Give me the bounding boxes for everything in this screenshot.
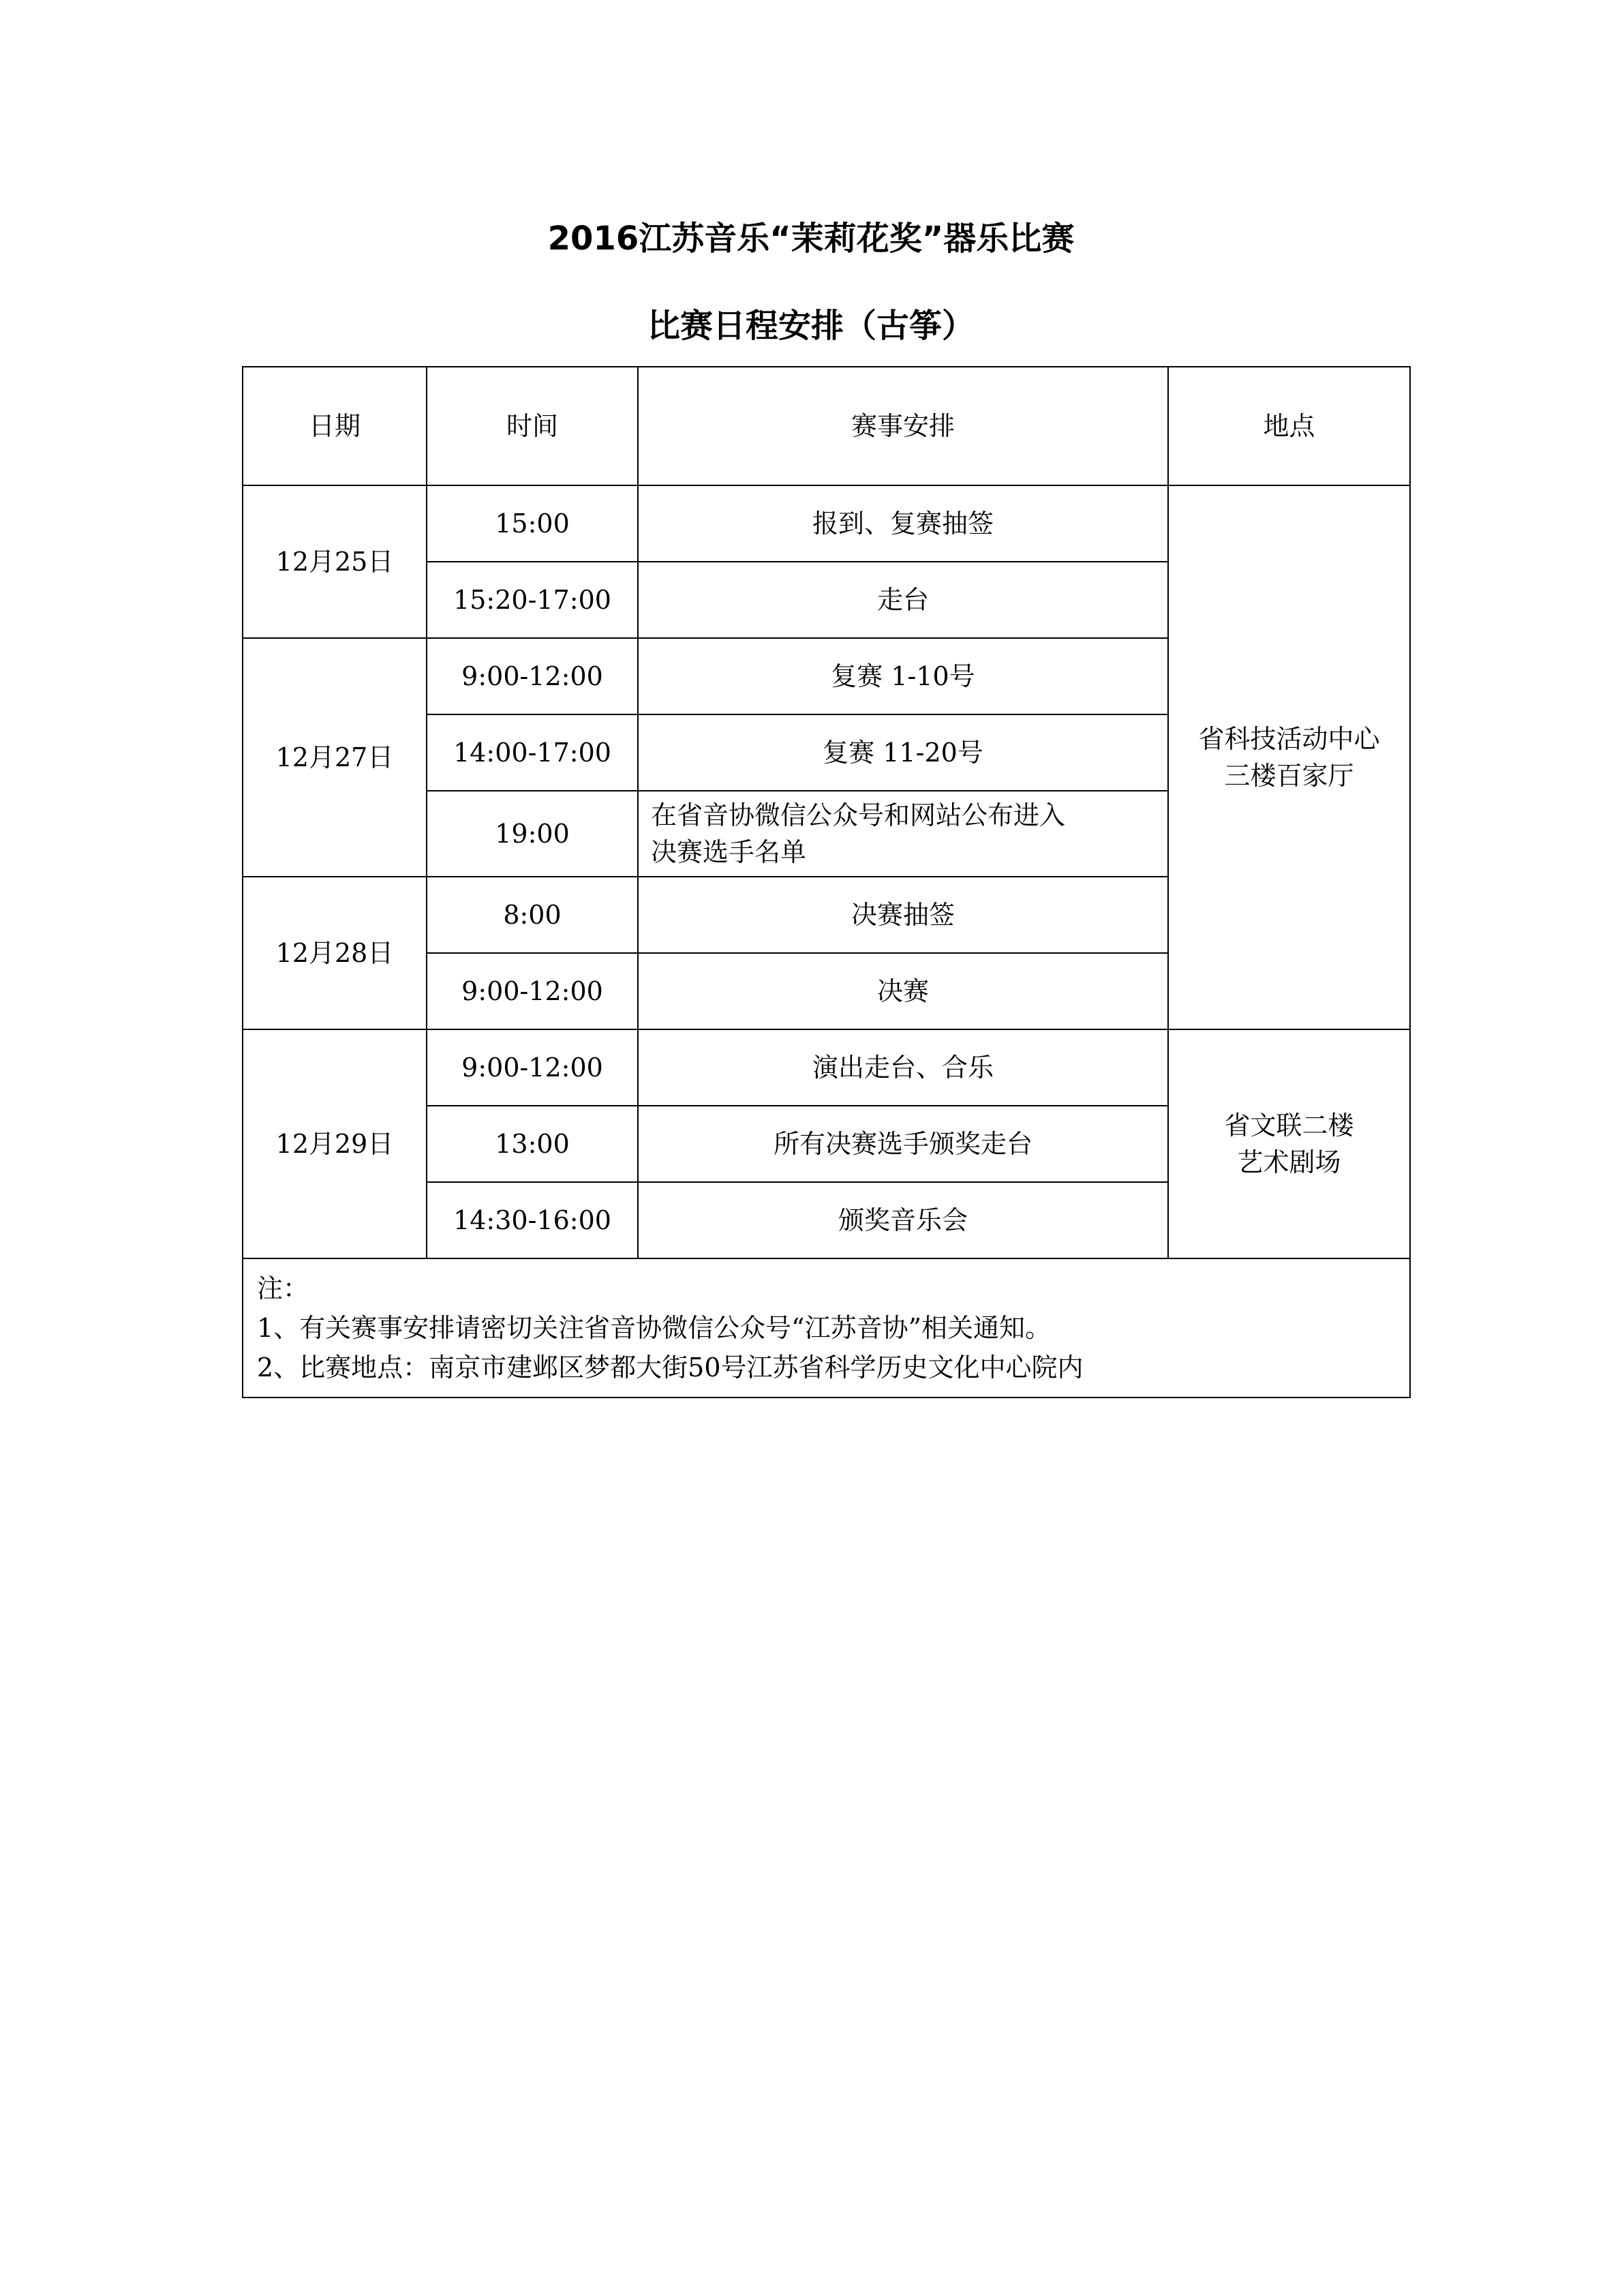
event-cell: 在省音协微信公众号和网站公布进入 决赛选手名单 bbox=[638, 791, 1168, 877]
time-cell: 19:00 bbox=[427, 791, 638, 877]
time-cell: 15:00 bbox=[427, 485, 638, 562]
note-item: 1、有关赛事安排请密切关注省音协微信公众号“江苏音协”相关通知。 bbox=[257, 1313, 1052, 1343]
document-subtitle: 比赛日程安排（古筝） bbox=[647, 307, 975, 345]
time-cell: 13:00 bbox=[427, 1106, 638, 1182]
time-cell: 9:00-12:00 bbox=[427, 1029, 638, 1106]
time-cell: 14:00-17:00 bbox=[427, 714, 638, 791]
date-cell: 12月29日 bbox=[243, 1029, 427, 1258]
event-cell: 复赛 1-10号 bbox=[638, 638, 1168, 714]
time-cell: 9:00-12:00 bbox=[427, 953, 638, 1029]
schedule-table bbox=[242, 366, 1411, 1398]
event-cell: 颁奖音乐会 bbox=[638, 1182, 1168, 1258]
notes-heading: 注： bbox=[257, 1273, 309, 1303]
event-cell: 复赛 11-20号 bbox=[638, 714, 1168, 791]
date-cell: 12月25日 bbox=[243, 485, 427, 638]
event-cell: 所有决赛选手颁奖走台 bbox=[638, 1106, 1168, 1182]
header-venue: 地点 bbox=[1168, 367, 1410, 485]
header-date: 日期 bbox=[243, 367, 427, 485]
venue-cell: 省文联二楼 艺术剧场 bbox=[1168, 1029, 1410, 1258]
date-cell: 12月27日 bbox=[243, 638, 427, 877]
time-cell: 8:00 bbox=[427, 877, 638, 953]
table-row bbox=[243, 485, 1410, 562]
table-row bbox=[243, 1029, 1410, 1106]
event-cell: 决赛抽签 bbox=[638, 877, 1168, 953]
event-cell: 决赛 bbox=[638, 953, 1168, 1029]
venue-cell: 省科技活动中心 三楼百家厅 bbox=[1168, 485, 1410, 1029]
date-cell: 12月28日 bbox=[243, 877, 427, 1029]
header-event: 赛事安排 bbox=[638, 367, 1168, 485]
table-header-row bbox=[243, 367, 1410, 485]
event-cell: 报到、复赛抽签 bbox=[638, 485, 1168, 562]
time-cell: 14:30-16:00 bbox=[427, 1182, 638, 1258]
document-title: 2016江苏音乐“茉莉花奖”器乐比赛 bbox=[547, 220, 1075, 258]
notes-row bbox=[243, 1258, 1410, 1398]
notes-cell bbox=[243, 1258, 1410, 1398]
event-cell: 走台 bbox=[638, 562, 1168, 638]
time-cell: 9:00-12:00 bbox=[427, 638, 638, 714]
header-time: 时间 bbox=[427, 367, 638, 485]
note-item: 2、比赛地点：南京市建邺区梦都大街50号江苏省科学历史文化中心院内 bbox=[257, 1353, 1084, 1383]
time-cell: 15:20-17:00 bbox=[427, 562, 638, 638]
event-cell: 演出走台、合乐 bbox=[638, 1029, 1168, 1106]
